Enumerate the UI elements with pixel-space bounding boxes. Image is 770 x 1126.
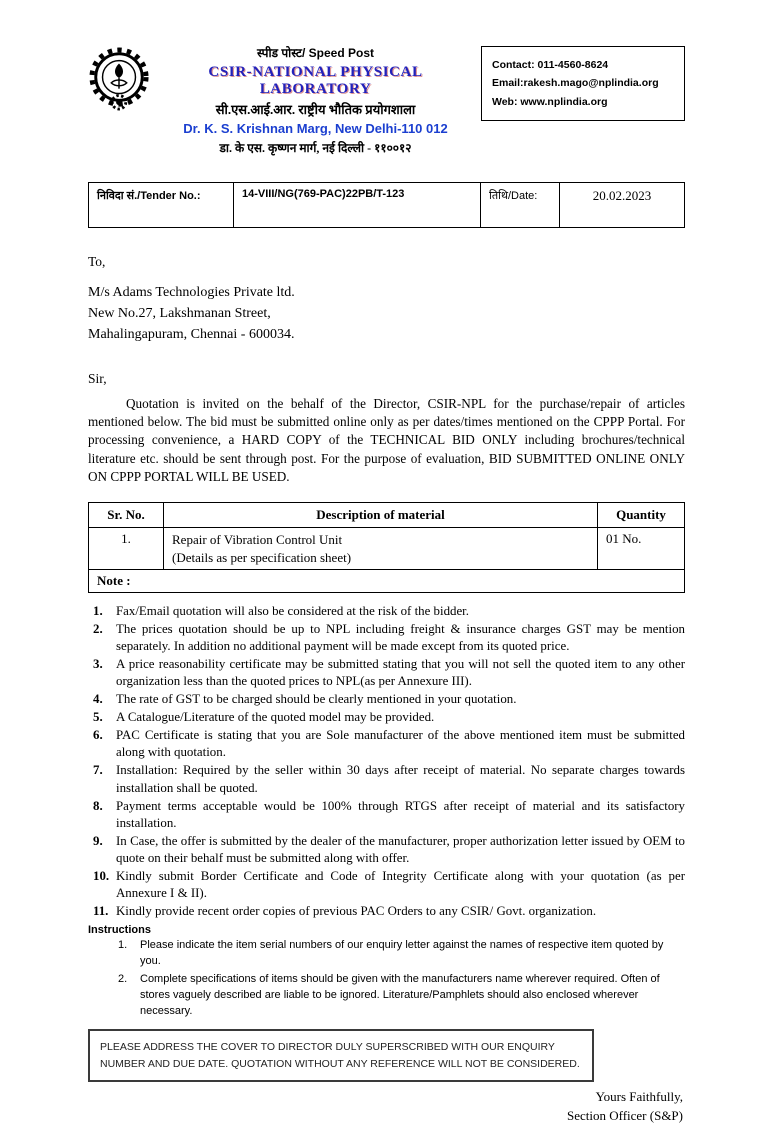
tender-info-row [89, 183, 685, 228]
note-text: The prices quotation should be up to NPL including freight & insurance charges GST may be mention separately. In addition no additional payment will be made except from its quoted price. [116, 622, 685, 654]
note-item [88, 903, 685, 920]
note-text: Fax/Email quotation will also be considered at the risk of the bidder. [116, 604, 469, 619]
instruction-item [88, 972, 685, 1020]
recipient-block [88, 254, 685, 345]
org-name-english: CSIR-NATIONAL PHYSICAL LABORATORY [208, 64, 423, 97]
note-item [88, 709, 685, 726]
tender-date-value: 20.02.2023 [560, 183, 685, 228]
tender-no-label: निविदा सं./Tender No.: [89, 183, 234, 228]
note-item [88, 762, 685, 796]
note-text: PAC Certificate is stating that you are Sole manufacturer of the above mentioned item must be submitted along with quotation. [116, 728, 685, 760]
note-number: 11. [93, 903, 109, 918]
tender-no-value: 14-VIII/NG(769-PAC)22PB/T-123 [234, 183, 481, 228]
column-header-quantity: Quantity [598, 503, 685, 528]
contact-phone: Contact: 011-4560-8624 [492, 59, 609, 71]
contact-box [481, 46, 685, 121]
note-text: Kindly submit Border Certificate and Code of Integrity Certificate along with your quotation (as per Annexure I & II). [116, 868, 685, 900]
note-text: Installation: Required by the seller within 30 days after receipt of material. No separate charges towards installation shall be quoted. [116, 763, 685, 795]
speed-post-label: स्पीड पोस्ट/ Speed Post [256, 46, 374, 60]
salutation: Sir, [88, 371, 107, 386]
recipient-line: Mahalingapuram, Chennai - 600034. [88, 327, 295, 342]
contact-web: Web: www.nplindia.org [492, 95, 608, 108]
csir-npl-logo-graphic [88, 46, 150, 112]
org-address-english: Dr. K. S. Krishnan Marg, New Delhi-110 012 [183, 121, 448, 136]
material-description-line2: (Details as per specification sheet) [172, 549, 352, 565]
contact-email: Email:rakesh.mago@nplindia.org [492, 77, 659, 90]
note-item [88, 833, 685, 867]
note-item [88, 621, 685, 655]
note-label: Note : [89, 570, 685, 593]
instructions-title: Instructions [88, 923, 151, 936]
csir-npl-logo [88, 46, 150, 112]
material-description [164, 528, 598, 570]
material-table [88, 502, 685, 593]
material-description-line1: Repair of Vibration Control Unit [172, 532, 343, 548]
note-text: Payment terms acceptable would be 100% through RTGS after receipt of material and its satisfactory installation. [116, 798, 685, 830]
signature-closing: Yours Faithfully, [595, 1088, 683, 1104]
instruction-item [88, 938, 685, 970]
note-text: A Catalogue/Literature of the quoted model may be provided. [116, 710, 435, 725]
note-item [88, 798, 685, 832]
recipient-to: To, [88, 254, 106, 269]
signature-block [88, 1088, 685, 1126]
note-number: 7. [93, 763, 103, 778]
note-text: The rate of GST to be charged should be clearly mentioned in your quotation. [116, 692, 517, 707]
table-row [89, 528, 685, 570]
cover-address-notice: PLEASE ADDRESS THE COVER TO DIRECTOR DULY SUPERSCRIBED WITH OUR ENQUIRY NUMBER AND DUE DATE. QUOTATION WITHOUT ANY REFERENCE WILL NOT BE CONSIDERED. [88, 1029, 594, 1082]
note-number: 2. [93, 622, 103, 637]
instruction-text: Please indicate the item serial numbers of our enquiry letter against the names of respective item quoted by you. [140, 938, 664, 967]
instructions-section [88, 924, 685, 1020]
note-item [88, 691, 685, 708]
note-item [88, 727, 685, 761]
note-number: 8. [93, 798, 103, 813]
notes-list [88, 603, 685, 920]
column-header-sr-no: Sr. No. [89, 503, 164, 528]
instruction-text: Complete specifications of items should be given with the manufacturers name wherever required. Often of stores vaguely described are liable to be ignored. Literature/Pamphlets should also enclosed wherever necessary. [140, 972, 660, 1017]
org-name-hindi: सी.एस.आई.आर. राष्ट्रीय भौतिक प्रयोगशाला [215, 102, 416, 117]
note-number: 3. [93, 657, 103, 672]
note-number: 4. [93, 692, 103, 707]
material-sr-no: 1. [89, 528, 164, 570]
instruction-number: 1. [118, 938, 128, 951]
note-number: 1. [93, 604, 103, 619]
note-text: A price reasonability certificate may be submitted stating that you will not sell the quoted item to any other organization less than the quoted prices to NPL(as per Annexure III). [116, 657, 685, 689]
instruction-number: 2. [118, 972, 128, 985]
material-quantity: 01 No. [598, 528, 685, 570]
signature-designation: Section Officer (S&P) [566, 1107, 683, 1123]
note-number: 10. [93, 868, 110, 883]
recipient-line: M/s Adams Technologies Private ltd. [88, 285, 295, 300]
note-item [88, 656, 685, 690]
tender-date-label: तिथि/Date: [481, 183, 560, 228]
note-item [88, 603, 685, 620]
recipient-line: New No.27, Lakshmanan Street, [88, 306, 271, 321]
note-label-row [89, 570, 685, 593]
note-number: 9. [93, 833, 103, 848]
body-paragraph: Quotation is invited on the behalf of the Director, CSIR-NPL for the purchase/repair of articles mentioned below. The bid must be submitted online only as per dates/times mentioned on the CPPP Portal. For processing convenience, a HARD COPY of the TECHNICAL BID ONLY including brochures/technical literature etc. should be sent through post. For the purpose of evaluation, BID SUBMITTED ONLINE ONLY ON CPPP PORTAL WILL BE USED. [88, 396, 685, 484]
note-text: Kindly provide recent order copies of previous PAC Orders to any CSIR/ Govt. organization. [116, 903, 597, 918]
column-header-description: Description of material [164, 503, 598, 528]
note-number: 6. [93, 728, 103, 743]
letterhead-center [150, 44, 481, 156]
material-table-header-row [89, 503, 685, 528]
letterhead [88, 44, 685, 156]
note-text: In Case, the offer is submitted by the dealer of the manufacturer, proper authorization letter issued by OEM to quote on their behalf must be submitted along with offer. [116, 833, 685, 865]
tender-info-table [88, 182, 685, 228]
org-address-hindi: डा. के एस. कृष्णन मार्ग, नई दिल्ली - ११००१२ [219, 141, 412, 155]
note-item [88, 868, 685, 902]
note-number: 5. [93, 710, 103, 725]
